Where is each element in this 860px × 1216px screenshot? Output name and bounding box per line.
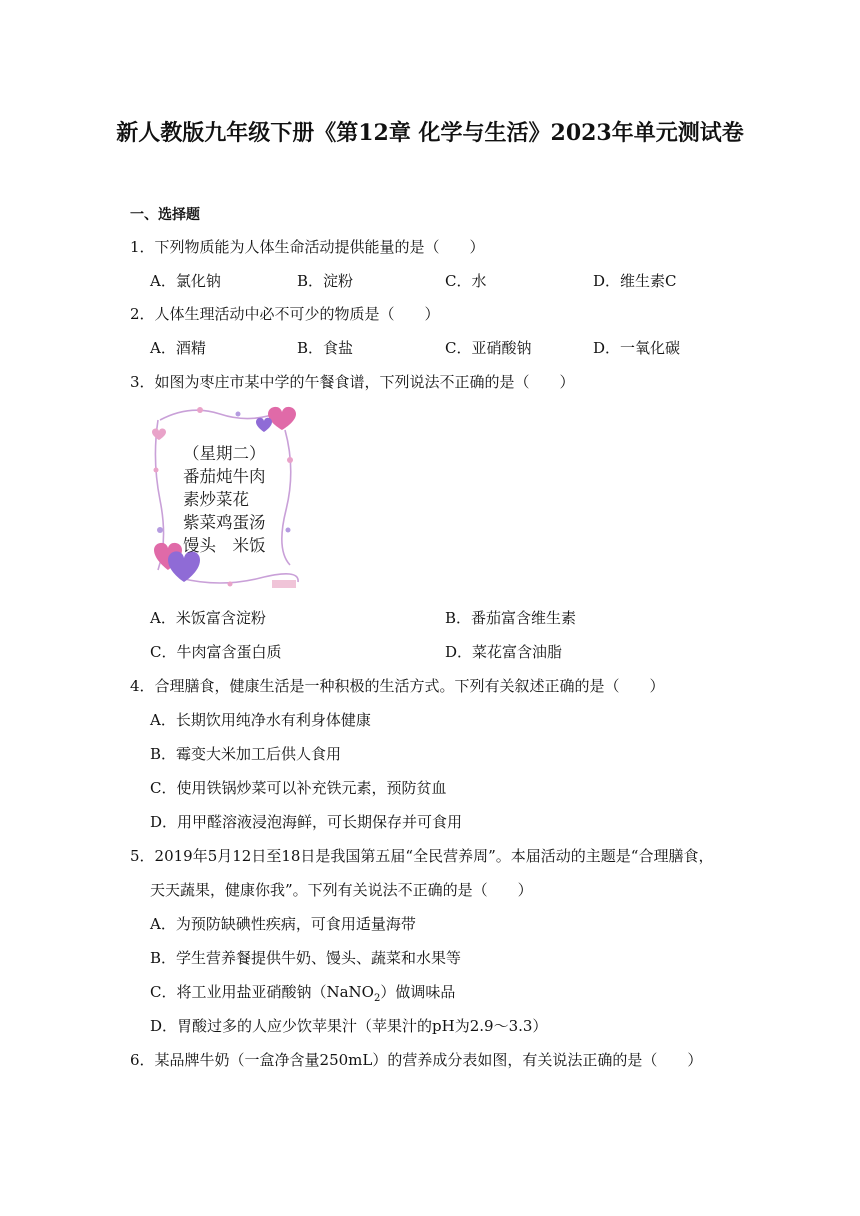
question-6-stem: 6．某品牌牛奶（一盒净含量250mL）的营养成分表如图，有关说法正确的是（ ） [130, 1051, 703, 1069]
q3-option-c: C．牛肉富含蛋白质 [150, 643, 282, 661]
q5-option-b: B．学生营养餐提供牛奶、馒头、蔬菜和水果等 [150, 949, 462, 967]
subscript-2: 2 [373, 993, 381, 1004]
q4-option-b: B．霉变大米加工后供人食用 [150, 745, 342, 763]
question-5-stem: 5．2019年5月12日至18日是我国第五届“全民营养周”。本届活动的主题是“合理膳食， [130, 847, 714, 865]
q5-option-c [150, 981, 455, 1004]
q5-option-d: D．胃酸过多的人应少饮苹果汁（苹果汁的pH为2.9～3.3） [150, 1017, 548, 1035]
question-5-stem-continued: 天天蔬果，健康你我”。下列有关说法不正确的是（ ） [150, 881, 533, 899]
question-1-stem: 1．下列物质能为人体生命活动提供能量的是（ ） [130, 238, 485, 256]
lunch-menu-image [150, 400, 302, 592]
menu-line: 番茄炖牛肉 [183, 467, 266, 486]
question-3-stem: 3．如图为枣庄市某中学的午餐食谱，下列说法不正确的是（ ） [130, 373, 575, 391]
q5-option-a: A．为预防缺碘性疾病，可食用适量海带 [150, 915, 416, 933]
section-heading: 一、选择题 [130, 207, 200, 223]
q4-option-c: C．使用铁锅炒菜可以补充铁元素，预防贫血 [150, 779, 447, 797]
menu-line: 馒头 米饭 [183, 536, 266, 555]
question-2-stem: 2．人体生理活动中必不可少的物质是（ ） [130, 305, 440, 323]
q5-option-c-tail: ）做调味品 [380, 983, 456, 1001]
q2-option-a: A．酒精 [150, 339, 206, 357]
menu-line: 素炒菜花 [183, 490, 249, 509]
q3-option-b: B．番茄富含维生素 [445, 609, 577, 627]
heart-icon [152, 428, 166, 440]
question-4-stem: 4．合理膳食，健康生活是一种积极的生活方式。下列有关叙述正确的是（ ） [130, 677, 665, 695]
q4-option-d: D．用甲醛溶液浸泡海鲜，可长期保存并可食用 [150, 813, 463, 831]
q2-option-c: C．亚硝酸钠 [445, 339, 532, 357]
q1-option-a: A．氯化钠 [150, 272, 221, 290]
q3-option-a: A．米饭富含淀粉 [150, 609, 266, 627]
heart-icon [256, 418, 272, 432]
q1-option-c: C．水 [445, 272, 487, 290]
menu-line: （星期二） [183, 444, 266, 463]
q2-option-d: D．一氧化碳 [593, 339, 681, 357]
document-title: 新人教版九年级下册《第12章 化学与生活》2023年单元测试卷 [116, 120, 744, 146]
q1-option-b: B．淀粉 [297, 272, 354, 290]
menu-text-block [183, 442, 266, 557]
heart-icon [268, 407, 296, 430]
menu-line: 紫菜鸡蛋汤 [183, 513, 266, 532]
q3-option-d: D．菜花富含油脂 [445, 643, 563, 661]
q1-option-d: D．维生素C [593, 272, 677, 290]
q2-option-b: B．食盐 [297, 339, 354, 357]
q5-option-c-text: C．将工业用盐亚硝酸钠（NaNO [150, 983, 374, 1001]
q4-option-a: A．长期饮用纯净水有利身体健康 [150, 711, 371, 729]
